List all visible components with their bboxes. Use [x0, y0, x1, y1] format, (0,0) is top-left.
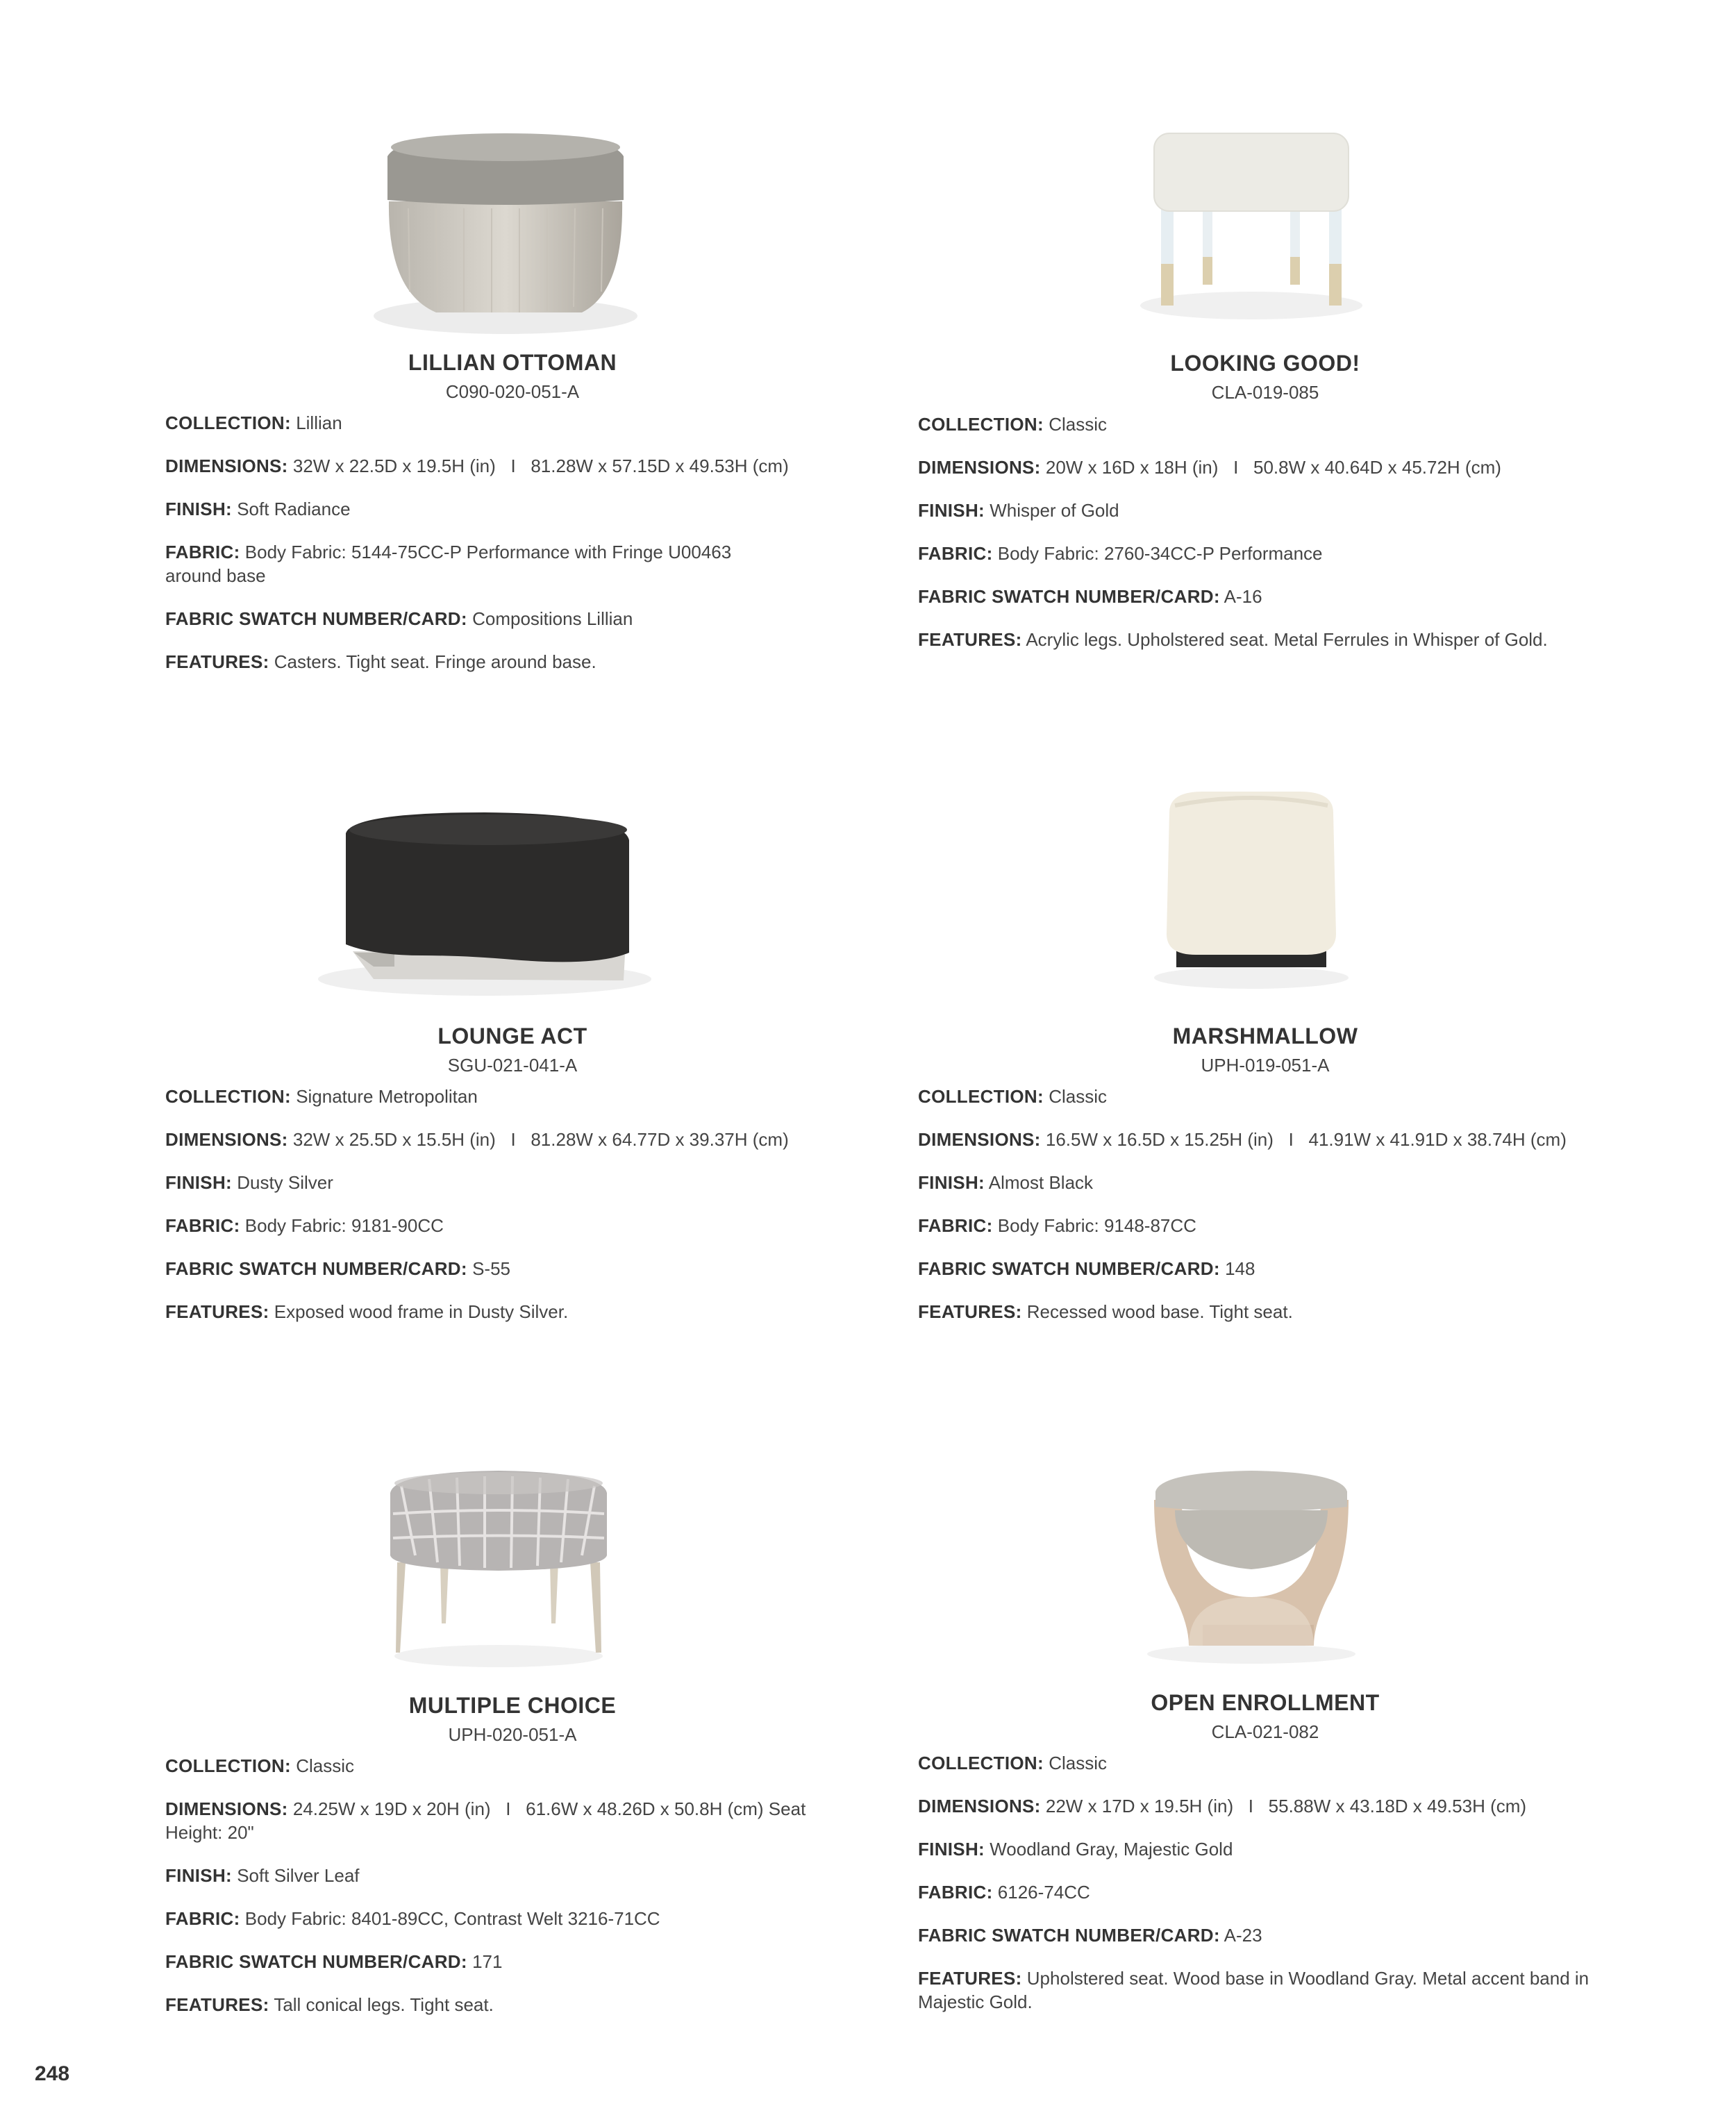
product-sku: CLA-021-082: [1211, 1721, 1319, 1742]
spec-label: COLLECTION:: [165, 1086, 291, 1107]
spec-label: FEATURES:: [918, 629, 1022, 650]
spec-list: [918, 1085, 1612, 1343]
spec-finish: [918, 499, 1612, 522]
spec-list: [918, 412, 1612, 671]
marshmallow-ottoman-image: [1133, 785, 1369, 1021]
spec-value: Recessed wood base. Tight seat.: [1026, 1301, 1293, 1322]
product-title: OPEN ENROLLMENT: [1151, 1690, 1380, 1715]
spec-value: Classic: [1049, 1753, 1107, 1773]
product-sku: SGU-021-041-A: [447, 1055, 578, 1076]
open-enrollment-stool-image: [1126, 1458, 1376, 1694]
spec-value: Compositions Lillian: [472, 608, 633, 629]
spec-dimensions: [165, 1797, 832, 1844]
spec-value: 16.5W x 16.5D x 15.25H (in) I 41.91W x 41.91D x 38.74H (cm): [1045, 1129, 1567, 1150]
spec-fabric: [918, 1880, 1612, 1904]
spec-label: FABRIC SWATCH NUMBER/CARD:: [165, 608, 467, 629]
product-title: LILLIAN OTTOMAN: [408, 350, 617, 375]
spec-value: 24.25W x 19D x 20H (in) I 61.6W x 48.26D x 50.8H (cm) Seat Height: 20": [165, 1798, 811, 1843]
spec-finish: [165, 1864, 860, 1887]
spec-value: Woodland Gray, Majestic Gold: [990, 1839, 1233, 1860]
spec-dimensions: [165, 1128, 860, 1151]
spec-label: FINISH:: [918, 500, 985, 521]
spec-value: Soft Radiance: [237, 499, 351, 519]
spec-fabric: [165, 1214, 860, 1237]
page-number: 248: [35, 2062, 70, 2085]
spec-fabric: [165, 1907, 860, 1930]
spec-value: 148: [1225, 1258, 1255, 1279]
spec-value: A-16: [1224, 586, 1262, 607]
spec-features: [918, 628, 1612, 651]
spec-label: FABRIC:: [918, 543, 993, 564]
spec-value: 6126-74CC: [997, 1882, 1090, 1903]
spec-swatch: [165, 1950, 860, 1973]
spec-value: 22W x 17D x 19.5H (in) I 55.88W x 43.18D x 49.53H (cm): [1045, 1796, 1527, 1816]
spec-value: Upholstered seat. Wood base in Woodland Gray. Metal accent band in Majestic Gold.: [918, 1968, 1589, 2012]
multiple-choice-ottoman-image: [374, 1458, 624, 1694]
spec-features: [918, 1966, 1612, 2014]
spec-dimensions: [918, 1128, 1612, 1151]
spec-swatch: [918, 1923, 1612, 1947]
spec-list: [165, 1085, 860, 1343]
spec-label: FINISH:: [165, 499, 232, 519]
spec-value: Soft Silver Leaf: [237, 1865, 360, 1886]
spec-label: COLLECTION:: [165, 1755, 291, 1776]
spec-value: Classic: [296, 1755, 354, 1776]
spec-finish: [165, 1171, 860, 1194]
spec-finish: [918, 1171, 1612, 1194]
spec-label: FINISH:: [918, 1839, 985, 1860]
spec-label: FABRIC SWATCH NUMBER/CARD:: [918, 586, 1220, 607]
product-sku: UPH-019-051-A: [1201, 1055, 1330, 1076]
spec-label: FABRIC:: [918, 1215, 993, 1236]
product-title: MARSHMALLOW: [1172, 1024, 1358, 1049]
spec-collection: [165, 1085, 860, 1108]
spec-label: DIMENSIONS:: [165, 1129, 288, 1150]
product-sku: UPH-020-051-A: [448, 1724, 577, 1745]
product-title: LOUNGE ACT: [437, 1024, 587, 1049]
spec-finish: [165, 497, 860, 521]
spec-value: Body Fabric: 9148-87CC: [997, 1215, 1196, 1236]
lounge-act-ottoman-image: [304, 792, 665, 1014]
spec-dimensions: [165, 454, 860, 478]
spec-label: FABRIC:: [165, 542, 240, 562]
spec-label: FINISH:: [165, 1865, 232, 1886]
spec-dimensions: [918, 456, 1612, 479]
spec-collection: [918, 1085, 1612, 1108]
spec-label: COLLECTION:: [165, 412, 291, 433]
spec-swatch: [165, 607, 860, 630]
spec-label: FINISH:: [165, 1172, 232, 1193]
product-sku: CLA-019-085: [1211, 382, 1319, 403]
spec-label: FABRIC SWATCH NUMBER/CARD:: [165, 1258, 467, 1279]
spec-label: DIMENSIONS:: [165, 1798, 288, 1819]
spec-label: COLLECTION:: [918, 414, 1044, 435]
spec-value: Acrylic legs. Upholstered seat. Metal Ferrules in Whisper of Gold.: [1026, 629, 1548, 650]
spec-list: [165, 411, 860, 693]
spec-fabric: [918, 1214, 1612, 1237]
spec-label: FEATURES:: [165, 651, 269, 672]
spec-label: FEATURES:: [918, 1968, 1022, 1989]
spec-value: A-23: [1224, 1925, 1262, 1946]
spec-label: DIMENSIONS:: [165, 456, 288, 476]
spec-label: FABRIC:: [918, 1882, 993, 1903]
spec-label: FABRIC:: [165, 1908, 240, 1929]
spec-label: DIMENSIONS:: [918, 1129, 1041, 1150]
spec-value: Tall conical legs. Tight seat.: [274, 1994, 494, 2015]
lillian-ottoman-image: [360, 118, 651, 354]
spec-value: 171: [472, 1951, 503, 1972]
spec-swatch: [165, 1257, 860, 1280]
product-title: MULTIPLE CHOICE: [408, 1693, 617, 1718]
spec-label: FABRIC SWATCH NUMBER/CARD:: [918, 1258, 1220, 1279]
spec-value: Almost Black: [988, 1172, 1094, 1193]
spec-label: DIMENSIONS:: [918, 1796, 1041, 1816]
spec-collection: [918, 1751, 1612, 1775]
spec-finish: [918, 1837, 1612, 1861]
spec-label: FABRIC SWATCH NUMBER/CARD:: [165, 1951, 467, 1972]
spec-fabric: [165, 540, 790, 587]
spec-features: [165, 1993, 860, 2016]
spec-value: Signature Metropolitan: [296, 1086, 478, 1107]
spec-features: [165, 1300, 860, 1323]
spec-value: Body Fabric: 9181-90CC: [244, 1215, 444, 1236]
spec-value: Lillian: [296, 412, 342, 433]
spec-value: Exposed wood frame in Dusty Silver.: [274, 1301, 569, 1322]
spec-value: Body Fabric: 5144-75CC-P Performance with Fringe U00463 around base: [165, 542, 732, 586]
spec-label: FABRIC SWATCH NUMBER/CARD:: [918, 1925, 1220, 1946]
spec-value: Body Fabric: 8401-89CC, Contrast Welt 3216-71CC: [244, 1908, 660, 1929]
spec-value: Whisper of Gold: [990, 500, 1119, 521]
spec-value: Classic: [1049, 1086, 1107, 1107]
spec-value: 32W x 25.5D x 15.5H (in) I 81.28W x 64.77D x 39.37H (cm): [292, 1129, 789, 1150]
spec-label: COLLECTION:: [918, 1753, 1044, 1773]
spec-label: FEATURES:: [165, 1301, 269, 1322]
spec-value: Classic: [1049, 414, 1107, 435]
spec-value: 32W x 22.5D x 19.5H (in) I 81.28W x 57.15D x 49.53H (cm): [292, 456, 789, 476]
spec-label: FINISH:: [918, 1172, 985, 1193]
product-title: LOOKING GOOD!: [1170, 351, 1360, 376]
spec-value: S-55: [472, 1258, 511, 1279]
spec-value: 20W x 16D x 18H (in) I 50.8W x 40.64D x 45.72H (cm): [1045, 457, 1501, 478]
spec-label: COLLECTION:: [918, 1086, 1044, 1107]
product-sku: C090-020-051-A: [445, 381, 580, 402]
spec-value: Casters. Tight seat. Fringe around base.: [274, 651, 596, 672]
spec-swatch: [918, 585, 1612, 608]
spec-collection: [918, 412, 1612, 436]
spec-features: [165, 650, 860, 674]
spec-label: FEATURES:: [165, 1994, 269, 2015]
spec-fabric: [918, 542, 1612, 565]
spec-label: FABRIC:: [165, 1215, 240, 1236]
spec-collection: [165, 411, 860, 435]
looking-good-bench-image: [1126, 118, 1376, 354]
spec-list: [165, 1754, 860, 2036]
spec-value: Body Fabric: 2760-34CC-P Performance: [997, 543, 1323, 564]
spec-label: DIMENSIONS:: [918, 457, 1041, 478]
spec-swatch: [918, 1257, 1612, 1280]
spec-collection: [165, 1754, 860, 1778]
spec-dimensions: [918, 1794, 1612, 1818]
spec-label: FEATURES:: [918, 1301, 1022, 1322]
spec-features: [918, 1300, 1612, 1323]
spec-list: [918, 1751, 1612, 2033]
spec-value: Dusty Silver: [237, 1172, 333, 1193]
